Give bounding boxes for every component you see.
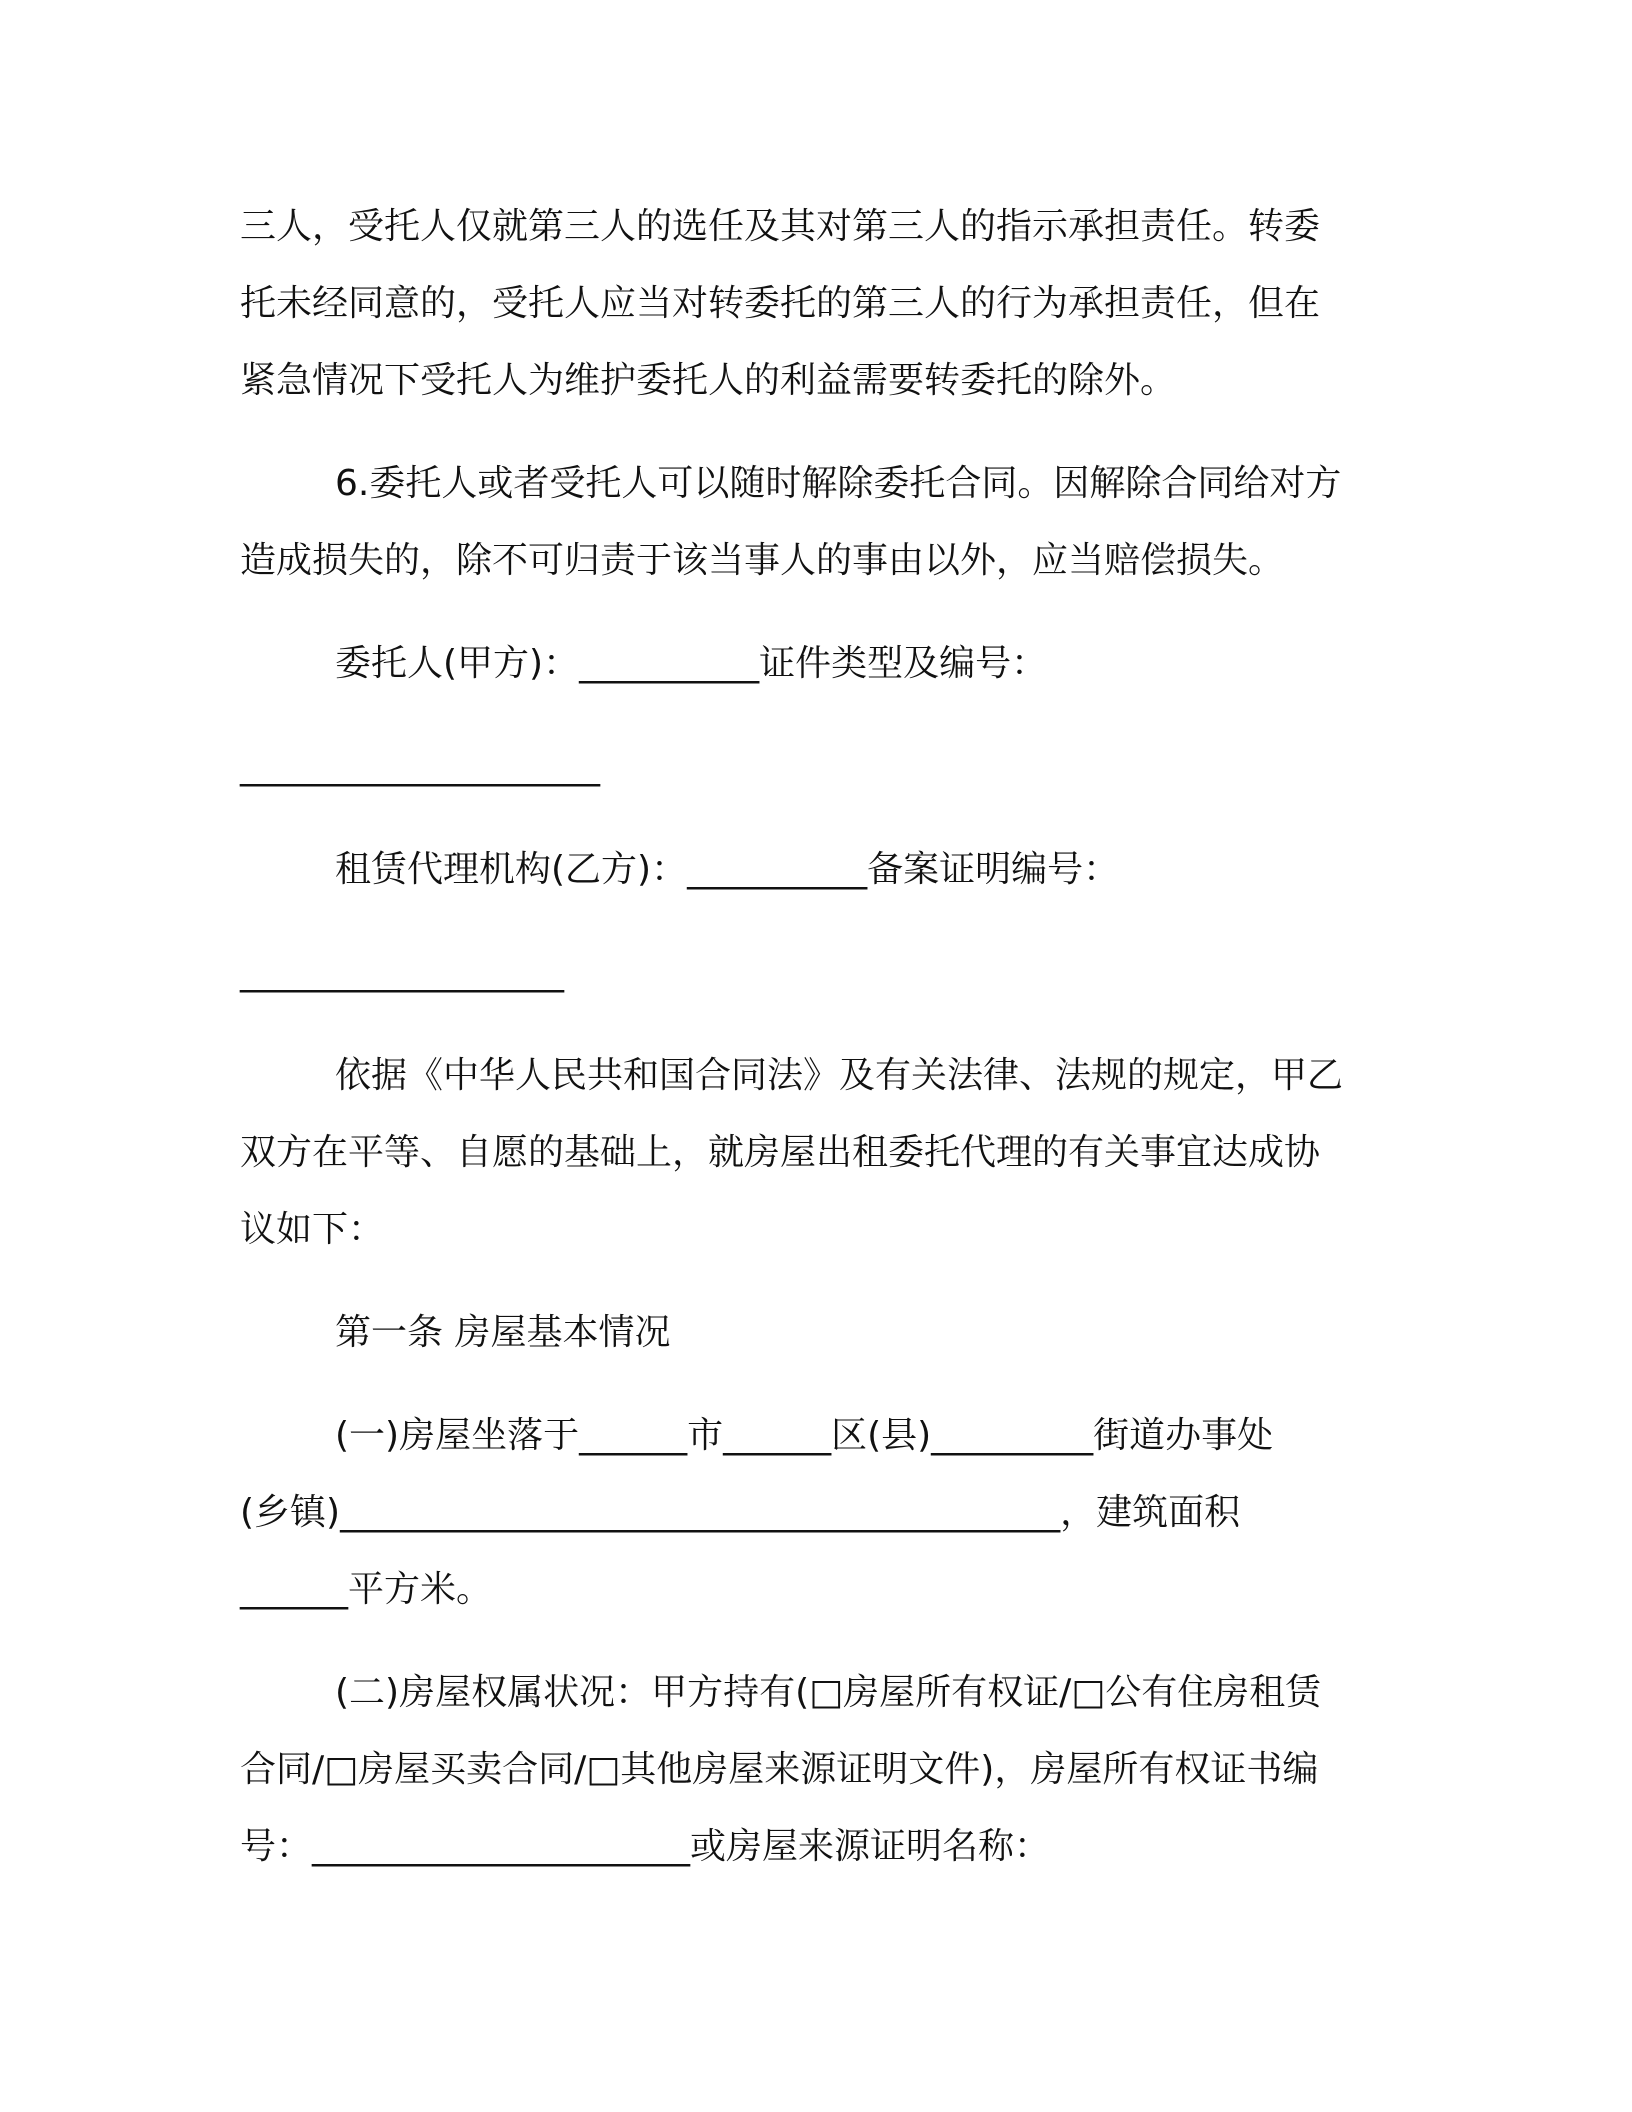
paragraph-preamble — [240, 1037, 1390, 1268]
blank-line: __________________ — [240, 952, 564, 993]
document-page — [240, 188, 1390, 1911]
text-line: 造成损失的，除不可归责于该当事人的事由以外，应当赔偿损失。 — [240, 540, 1285, 581]
text-line: 三人，受托人仅就第三人的选任及其对第三人的指示承担责任。转委 — [240, 206, 1321, 247]
text-line: 紧急情况下受托人为维护委托人的利益需要转委托的除外。 — [240, 360, 1177, 401]
text-line: 依据《中华人民共和国合同法》及有关法律、法规的规定，甲乙 — [335, 1055, 1344, 1096]
clause-1-location — [240, 1397, 1390, 1628]
agency-party-field — [240, 831, 1390, 1011]
text-line: 托未经同意的，受托人应当对转委托的第三人的行为承担责任，但在 — [240, 283, 1321, 324]
text-line: 6.委托人或者受托人可以随时解除委托合同。因解除合同给对方 — [335, 463, 1342, 504]
blank-line: ____________________ — [240, 746, 600, 787]
paragraph-termination — [240, 445, 1390, 599]
principal-party-field — [240, 625, 1390, 805]
text-line: (乡镇)________________________________________，建筑面积 — [240, 1492, 1241, 1533]
text-line: 租赁代理机构(乙方)：__________备案证明编号： — [335, 849, 1120, 890]
text-line: (一)房屋坐落于______市______区(县)_________街道办事处 — [335, 1415, 1274, 1456]
paragraph-subdelegation — [240, 188, 1390, 419]
text-line: (二)房屋权属状况：甲方持有(□房屋所有权证/□公有住房租赁 — [335, 1672, 1322, 1713]
text-line: 号：_____________________或房屋来源证明名称： — [240, 1826, 1051, 1867]
clause-2-ownership — [240, 1654, 1390, 1885]
text-line: 双方在平等、自愿的基础上，就房屋出租委托代理的有关事宜达成协 — [240, 1132, 1321, 1173]
text-line: 委托人(甲方)：__________证件类型及编号： — [335, 643, 1048, 684]
text-line: ______平方米。 — [240, 1569, 493, 1610]
article-1-heading: 第一条 房屋基本情况 — [335, 1312, 671, 1353]
text-line: 合同/□房屋买卖合同/□其他房屋来源证明文件)，房屋所有权证书编 — [240, 1749, 1319, 1790]
text-line: 议如下： — [240, 1209, 385, 1250]
